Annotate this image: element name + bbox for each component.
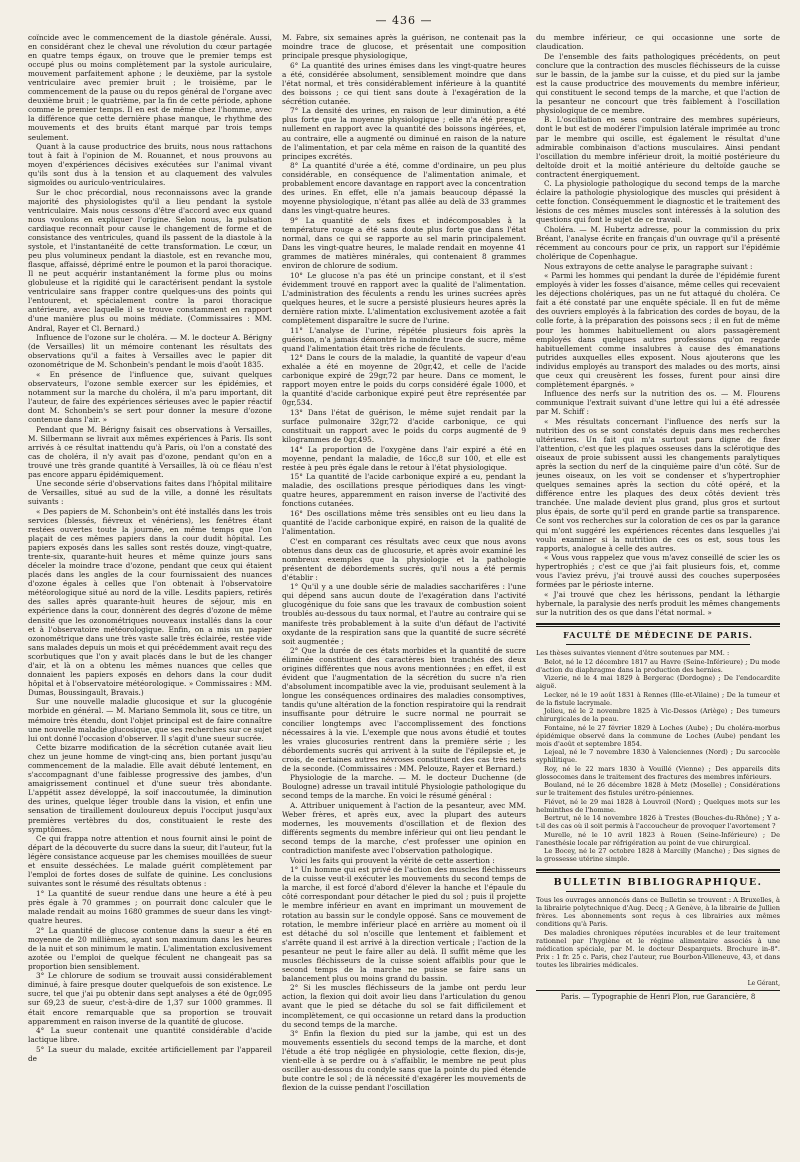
column-3 [536,33,780,1143]
paragraph: 11° L'analyse de l'urine, répétée plusieurs fois après la guérison, n'a jamais démontré la moindre trace de sucre, même quand l'alimentation était très riche de féculents. [282,325,526,353]
paragraph: coïncide avec le commencement de la diastole générale. Aussi, en considérant chez le cheval une révolution du cœur partagée en quatre temps égaux, on trouve que le premier temps est occupé plus ou moins complètement par la systole auriculaire, mouvement parfaitement aphone ; le deuxième, par la systole ventriculaire avec premier bruit ; le troisième, par le commencement de la pause ou du repos général de l'organe avec deuxième bruit ; le quatrième, par la fin de cette période, aphone comme le premier temps. Il en est de même chez l'homme, avec la différence que cette dernière phase manque, le rhythme des mouvements et des bruits étant marqué par trois temps seulement. [28,33,272,142]
page-number: — 436 — [375,14,433,27]
paragraph: Lecker, né le 19 août 1831 à Rennes (Ille-et-Vilaine) ; De la tumeur et de la fistule lacrymale. [536,690,780,707]
paragraph: 8° La quantité d'urée a été, comme d'ordinaire, un peu plus considérable, en conséquence de l'alimentation animale, et probablement encore davantage en rapport avec la concentration des urines. En effet, elle n'a jamais beaucoup dépassé la moyenne physiologique, n'étant pas allée au delà de 33 grammes dans les vingt-quatre heures. [282,161,526,216]
paragraph: Choléra. — M. Hubertz adresse, pour la commission du prix Bréant, l'analyse écrite en français d'un ouvrage qu'il a présenté récemment au concours pour ce prix, un rapport sur l'épidémie cholérique de Copenhague. [536,224,780,262]
paragraph: Bouland, né le 26 décembre 1828 à Metz (Moselle) ; Considérations sur le traitement des fistules urétro-péniennes. [536,781,780,798]
paragraph: Lejeal, né le 7 novembre 1830 à Valenciennes (Nord) ; Du sarcocèle syphilitique. [536,748,780,765]
paragraph: Une seconde série d'observations faites dans l'hôpital militaire de Versailles, situé au sud de la ville, a donné les résultats suivants : [28,479,272,507]
bulletin-heading: BULLETIN BIBLIOGRAPHIQUE. [553,877,763,889]
paragraph: « Des papiers de M. Schonbein's ont été installés dans les trois services (blessés, fiévreux et vénériens), les fenêtres étant restées ouvertes toute la journée, en même temps que l'on plaçait de ces mêmes papiers dans la cour dudit hôpital. Les papiers exposés dans les salles sont restés douze, vingt-quatre, trente-six, quarante-huit heures et même quinze jours sans déceler la moindre trace d'ozone, pendant que ceux qui étaient placés dans les angles de la cour fournissaient des nuances d'ozone égales à celles que l'on obtenait à l'observatoire météorologique situé au nord de la ville. Lesdits papiers, retirés des salles après quarante-huit heures de séjour, mis en expérience dans la cour, donnèrent des degrés d'ozone de même densité que les ozonométriques nouveaux installés dans la cour et à l'observatoire météorologique. Enfin, on a mis un papier ozonométrique dans une très vaste salle très éclairée, restée vide sans malades depuis un mois et qui précédemment avait reçu des scorbutiques que l'on y avait placés dans le but de les changer d'air, et là on a obtenu les mêmes nuances que celles que donnaient les papiers exposés en dehors dans la cour dudit hôpital et à l'observatoire météorologique. » Commissaires : MM. Dumas, Boussingault, Bravais.) [28,506,272,697]
paragraph: Physiologie de la marche. — M. le docteur Duchenne (de Boulogne) adresse un travail intitulé Physiologie pathologique du second temps de la marche. En voici le résumé général : [282,773,526,801]
section-divider [536,869,780,873]
paragraph: 14° La proportion de l'oxygène dans l'air expiré a été en moyenne, pendant la maladie, de 16cc,8 sur 100, et elle est restée à peu près égale dans le retour à l'état physiologique. [282,444,526,472]
paragraph: C'est en comparant ces résultats avec ceux que nous avons obtenus dans deux cas de glucosurie, et après avoir examiné les nombreux exemples que la physiologie et la pathologie présentent de débordements sucrés, qu'il nous a été permis d'établir : [282,536,526,582]
newspaper-page [28,14,780,1154]
faculty-heading: FACULTÉ DE MÉDECINE DE PARIS. [563,630,753,640]
paragraph: « Parmi les hommes qui pendant la durée de l'épidémie furent employés à vider les fosses d'aisance, même celles qui recevaient les déjections cholériques, pas un ne fut attaqué du choléra. Ce fait a été constaté par une enquête spéciale. Il en fut de même des ouvriers employés à la fabrication des cordes de boyau, de la colle forte, à la préparation des poissons secs ; il en fut de même pour les hommes habituellement ou alors passagèrement employés dans quelques autres professions qu'on regarde habituellement comme insalubres à cause des émanations putrides auxquelles elles exposent. Nous ajouterons que les individus employés au transport des malades ou des morts, ainsi que ceux qui creusèrent les fosses, furent pour ainsi dire complètement épargnés. » [536,271,780,389]
columns [28,33,780,1143]
paragraph: du membre inférieur, ce qui occasionne une sorte de claudication. [536,33,780,52]
paragraph: 15° La quantité de l'acide carbonique expiré a eu, pendant la maladie, des oscillations presque périodiques dans les vingt-quatre heures, apparemment en raison inverse de l'activité des fonctions cutanées. [282,472,526,509]
paragraph: 3° Le chlorure de sodium se trouvait aussi considérablement diminué, à faire presque douter quelquefois de son existence. Le sucre, tel que j'ai pu obtenir dans sept analyses a été de 0gr,095 sur 69,23 de sueur, c'est-à-dire de 1,37 sur 1000 grammes. Il était encore remarquable que sa proportion se trouvait apparemment en raison inverse de la quantité de glucose. [28,971,272,1026]
paragraph: Ce qui frappa notre attention et nous fournit ainsi le point de départ de la découverte du sucre dans la sueur, dit l'auteur, fut la légère consistance acqueuse par les chemises mouillées de sueur et ensuite desséchées. Le malade guérit complètement par l'emploi de fortes doses de sulfate de quinine. Les conclusions suivantes sont le résumé des résultats obtenus : [28,834,272,889]
paragraph: Influence des nerfs sur la nutrition des os. — M. Flourens communique l'extrait suivant d'une lettre qui lui a été adressée par M. Schiff : [536,389,780,417]
paragraph: 3° Enfin la flexion du pied sur la jambe, qui est un des mouvements essentiels du second temps de la marche, et dont l'étude a été trop négligée en physiologie, cette flexion, dis-je, vient-elle à se perdre ou à s'affaiblir, le membre ne peut plus osciller au-dessous du condyle sans que la pointe du pied étende bute contre le sol ; de là nécessité d'exagérer les mouvements de flexion de la cuisse pendant l'oscillation [282,1029,526,1093]
paragraph: 1° Un homme qui est privé de l'action des muscles fléchisseurs de la cuisse veut-il exécuter les mouvements du second temps de la marche, il est forcé d'abord d'élever la hanche et l'épaule du côté correspondant pour détacher le pied du sol ; puis il projette le membre inférieur en avant en imprimant un mouvement de rotation au bassin sur le condyle opposé. Sans ce mouvement de rotation, le membre inférieur placé en arrière au moment où il est détaché du sol n'oscille que lentement et faiblement et s'arrête quand il est arrivé à la direction verticale ; l'action de la pesanteur ne peut le faire aller au delà. Il suffit même que les muscles fléchisseurs de la cuisse soient affaiblis pour que le second temps de la marche ne puisse se faire sans un balancement plus ou moins grand du bassin. [282,865,526,983]
paragraph: 1° Qu'il y a une double série de maladies saccharifères : l'une qui dépend sans aucun doute de l'exagération dans l'activité glucogénique du foie sans que les travaux de combustion soient troublés au-dessous du taux normal, et l'autre au contraire qui se manifeste très probablement à la suite d'un défaut de l'activité oxydante de la respiration sans que la quantité de sucre sécrété soit augmentée ; [282,582,526,646]
paragraph: 10° Le glucose n'a pas été un principe constant, et il s'est évidemment trouvé en rapport avec la qualité de l'alimentation. L'administration des féculents a rendu les urines sucrées après quelques heures, et le sucre a persisté plusieurs heures après la dernière ration mixte. L'alimentation exclusivement azotée a fait complètement disparaître le sucre de l'urine. [282,270,526,325]
paragraph: « Mes résultats concernant l'influence des nerfs sur la nutrition des os se sont constatés depuis dans mes recherches ultérieures. Un fait qui m'a surtout paru digne de fixer l'attention, c'est que les plaques osseuses dans la sclérotique des oiseaux de proie subissent aussi les changements paralytiques après la section du nerf de la cinquième paire d'un côté. Sur de jeunes oiseaux, on les voit se condenser et s'hypertrophier quelques semaines après la section du côté opéré, et la différence entre les plaques des deux côtés devient très tranchée. Une malade devient plus grand, plus gros et surtout plus épais, de sorte qu'il perd en grande partie sa transparence. Ce sont vos recherches sur la coloration de ces os par la garance qui m'ont suggéré les expériences récentes dans lesquelles j'ai voulu examiner si la nutrition de ces os est, sous tous les rapports, analogue à celle des autres. [536,416,780,553]
bulletin-intro: Tous les ouvrages annoncés dans ce Bulletin se trouvent : A Bruxelles, à la librairie polytechnique d'Aug. Decq ; A Genève, à la librairie de Jullien frères. Les abonnements sont reçus à ces librairies aux mêmes conditions qu'à Paris. [536,896,780,929]
paragraph: 2° La quantité de glucose contenue dans la sueur a été en moyenne de 20 millièmes, ayant son maximum dans les heures de la nuit et son minimum le matin. L'alimentation exclusivement azotée ou l'emploi de quelque féculent ne changeait pas sa proportion bien sensiblement. [28,925,272,971]
heading-rule [566,891,750,892]
paragraph: B. L'oscillation en sens contraire des membres supérieurs, dont le but est de modérer l'impulsion latérale imprimée au tronc par le membre qui oscille, est également le résultat d'une admirable combinaison d'actions musculaires. Ainsi pendant l'oscillation du membre inférieur droit, la moitié postérieure du deltoïde droit et la moitié antérieure du deltoïde gauche se contractent énergiquement. [536,115,780,179]
paragraph: 6° La quantité des urines émises dans les vingt-quatre heures a été, considérée absolument, sensiblement moindre que dans l'état normal, et très considérablement inférieure à la quantité des boissons ; ce qui tient sans doute à l'exagération de la sécrétion cutanée. [282,60,526,106]
paragraph: 12° Dans le cours de la maladie, la quantité de vapeur d'eau exhalée a été en moyenne de 20gr,42, et celle de l'acide carbonique expiré de 29gr,72 par heure. Dans ce moment, le rapport moyen entre le poids du corps considéré égale 1000, et la quantité d'acide carbonique expiré peut être représentée par 0gr,534. [282,353,526,408]
paragraph: « Vous vous rappelez que vous m'avez conseillé de scier les os hypertrophiés ; c'est ce que j'ai fait plusieurs fois, et, comme vous l'aviez prévu, j'ai trouvé aussi des couches superposées formées par le périoste interne. [536,553,780,590]
paragraph: Roy, né le 22 mars 1830 à Vouillé (Vienne) ; Des appareils dits glossocomes dans le traitement des fractures des membres inférieurs. [536,764,780,781]
column-2 [282,33,526,1143]
paragraph: 7° La densité des urines, en raison de leur diminution, a été plus forte que la moyenne physiologique ; elle n'a été presque nullement en rapport avec la quantité des boissons ingérées, et, au contraire, elle a augmenté ou diminué en raison de la nature de l'alimentation, et par cela même en raison de la quantité des principes excrétés. [282,106,526,161]
section-divider [536,623,780,627]
paragraph: Sur le choc précordial, nous reconnaissons avec la grande majorité des physiologistes qu'il a lieu pendant la systole ventriculaire. Mais nous cessons d'être d'accord avec eux quand nous voulons en expliquer l'origine. Selon nous, la pulsation cardiaque reconnaît pour cause le changement de forme et de consistance des ventricules, quand ils passent de la diastole à la systole, et l'instantanéité de cette transformation. Le cœur, un peu plus volumineux pendant la diastole, est en revanche mou, flasque, affaissé, déprimé entre le poumon et la paroi thoracique. Il ne peut acquérir instantanément la forme plus ou moins globuleuse et la rigidité qui le caractérisent pendant la systole ventriculaire sans frapper contre quelques-uns des points qui l'entourent, et spécialement contre la paroi thoracique antérieure, avec laquelle il se trouve constamment en rapport d'une manière plus ou moins médiate. (Commissaires : MM. Andral, Rayer et Cl. Bernard.) [28,187,272,333]
column-1 [28,33,272,1143]
paragraph: Jolieu, né le 2 novembre 1825 à Vic-Dessos (Ariège) ; Des tumeurs chirurgicales de la peau. [536,707,780,724]
paragraph: Fontaine, né le 27 février 1829 à Loches (Aube) ; Du choléra-morbus épidémique observé dans la commune de Loches (Aube) pendant les mois d'août et septembre 1854. [536,723,780,748]
paragraph: De l'ensemble des faits pathologiques précédents, on peut conclure que la contraction des muscles fléchisseurs de la cuisse sur le bassin, de la jambe sur la cuisse, et du pied sur la jambe est la cause productrice des mouvements du membre inférieur, qui constituent le second temps de la marche, et que l'action de la pesanteur ne concourt que très faiblement à l'oscillation physiologique de ce membre. [536,51,780,115]
paragraph: Quant à la cause productrice des bruits, nous nous rattachons tout à fait à l'opinion de M. Rouannet, et nous prouvons au moyen d'expériences décisives exécutées sur l'animal vivant qu'ils sont dus à la tension et au claquement des valvules sigmoïdes ou auriculo-ventriculaires. [28,142,272,188]
paragraph: 2° Que la durée de ces états morbides et la quantité de sucre éliminée constituent des caractères bien tranchés des deux origines différentes que nous avons mentionnées ; en effet, il est évident que l'augmentation de la sécrétion du sucre n'a rien d'absolument incompatible avec la vie, produisant seulement à la longue les conséquences ordinaires des maladies consomptives, tandis qu'une altération de la fonction respiratoire qui la rendrait insuffisante pour détruire le sucre normal ne pourrait se concilier longtemps avec l'accomplissement des fonctions nécessaires à la vie. L'exemple que nous avons étudié et toutes les vraies glucosuries rentrent dans la première série ; les débordements sucrés qui arrivent à la suite de l'épilepsie et, je crois, de certaines autres névroses constituent des cas très nets de la seconde. (Commissaires : MM. Pelouze, Rayer et Bernard.) [282,646,526,773]
imprint: Paris. — Typographie de Henri Plon, rue Garancière, 8 [536,990,780,1002]
paragraph: 4° La sueur contenait une quantité considérable d'acide lactique libre. [28,1026,272,1045]
paragraph: Nous extrayons de cette analyse le paragraphe suivant : [544,261,753,271]
paragraph: Le Bocey, né le 27 octobre 1828 à Marcilly (Manche) ; Des signes de la grossesse utérine simple. [536,847,780,864]
paragraph: Bertrut, né le 14 novembre 1826 à Trestes (Bouches-du-Rhône) ; Y a-t-il des cas où il soit permis à l'accoucheur de provoquer l'avortement ? [536,814,780,831]
paragraph: 16° Des oscillations même très sensibles ont eu lieu dans la quantité de l'acide carbonique expiré, en raison de la qualité de l'alimentation. [282,508,526,537]
paragraph: Fiévet, né le 29 mai 1828 à Louvroil (Nord) ; Quelques mots sur les helminthes de l'homme. [536,797,780,814]
paragraph: 1° La quantité de sueur rendue dans une heure a été à peu près égale à 70 grammes ; on pourrait donc calculer que le malade rendait au moins 1680 grammes de sueur dans les vingt-quatre heures. [28,888,272,926]
bulletin-item: Des maladies chroniques réputées incurables et de leur traitement rationnel par l'hygiène et le régime alimentaire associés à une médication spéciale, par M. le docteur Desparquets. Brochure in-8°. Prix : 1 fr. 25 c. Paris, chez l'auteur, rue Bourbon-Villeneuve, 43, et dans toutes les librairies médicales. [536,928,780,969]
paragraph: C. La physiologie pathologique du second temps de la marche éclaire la pathologie physiologique des muscles qui président à cette fonction. Conséquemment le diagnostic et le traitement des lésions de ces mêmes muscles sont intéressés à la solution des questions qui font le sujet de ce travail. [536,179,780,225]
paragraph: Pendant que M. Bérigny faisait ces observations à Versailles, M. Silbermann se livrait aux mêmes expériences à Paris. Ils sont arrivés à ce résultat inattendu qu'à Paris, où l'on a constaté des cas de choléra, il n'y avait pas d'ozone, pendant qu'on en a trouvé une très grande quantité à Versailles, là où ce fléau n'est pas encore apparu épidémiquement. [28,424,272,479]
paragraph: Cette bizarre modification de la sécrétion cutanée avait lieu chez un jeune homme de vingt-cinq ans, bien portant jusqu'au commencement de la maladie. Elle avait débuté lentement, en s'accompagnant d'une faiblesse progressive des jambes, d'un amaigrissement continuel et d'une sueur très abondante. L'appétit assez développé, la soif inaccoutumée, la diminution des urines, quelque léger trouble dans la vision, et enfin une sensation de tiraillement douloureux depuis l'occiput jusqu'aux premières vertèbres du dos, constituaient le reste des symptômes. [28,743,272,834]
paragraph: 5° La sueur du malade, excitée artificiellement par l'appareil de [28,1044,272,1063]
paragraph: Sur une nouvelle maladie glucosique et sur la glucogénie morbide en général. — M. Mariano Semmola lit, sous ce titre, un mémoire très étendu, dont l'objet principal est de faire connaître une nouvelle maladie glucosique, que ses recherches sur ce sujet lui ont donné l'occasion d'observer. Il s'agit d'une sueur sucrée. [28,697,272,743]
paragraph: « J'ai trouvé que chez les hérissons, pendant la léthargie hybernale, la paralysie des nerfs produit les mêmes changements sur la nutrition des os que dans l'état normal. » [536,589,780,617]
paragraph: Voici les faits qui prouvent la vérité de cette assertion : [290,855,495,865]
paragraph: 9° La quantité de sels fixes et indécomposables à la température rouge a été sans doute plus forte que dans l'état normal, dans ce qui se rapporte au sel marin principalement. Dans les vingt-quatre heures, le malade rendait en moyenne 41 grammes de matières minérales, qui contenaient 8 grammes environ de chlorure de sodium. [282,215,526,271]
paragraph: 2° Si les muscles fléchisseurs de la jambe ont perdu leur action, la flexion qui doit avoir lieu dans l'articulation du genou avant que le pied se détache du sol se fait difficilement et incomplètement, ce qui occasionne un retard dans la production du second temps de la marche. [282,983,526,1029]
paragraph: A. Attribuer uniquement à l'action de la pesanteur, avec MM. Weber frères, et après eux, avec la plupart des auteurs modernes, les mouvements d'oscillation et de flexion des différents segments du membre inférieur qui ont lieu pendant le second temps de la marche, c'est professer une opinion en contradiction manifeste avec l'observation pathologique. [282,800,526,856]
paragraph: Influence de l'ozone sur le choléra. — M. le docteur A. Bérigny (de Versailles) lit un mémoire contenant les résultats des observations qu'il a faites à Versailles avec le papier dit ozonométrique de M. Schonbein's pendant le mois d'août 1835. [28,333,272,370]
paragraph: Les thèses suivantes viennent d'être soutenues par MM. : [536,649,730,658]
paragraph: Vizerie, né le 4 mai 1829 à Bergerac (Dordogne) ; De l'endocardite aiguë. [536,674,780,691]
theses-list [536,649,780,863]
heading-rule [566,644,750,645]
paragraph: M. Fabre, six semaines après la guérison, ne contenait pas la moindre trace de glucose, et présentait une composition principale presque physiologique, [282,33,526,61]
paragraph: 13° Dans l'état de guérison, le même sujet rendait par la surface pulmonaire 32gr,72 d'acide carbonique, ce qui constituait un rapport avec le poids du corps augmenté de 9 kilogrammes de 0gr,495. [282,407,526,445]
paragraph: Belot, né le 12 décembre 1817 au Havre (Seine-Inférieure) ; Du mode d'action du diaphragme dans la production des hernies. [536,657,780,674]
column-3-articles [536,33,780,617]
signature: Le Gérant, [747,979,780,987]
paragraph: « En présence de l'influence que, suivant quelques observateurs, l'ozone semble exercer sur les épidémies, et notamment sur la marche du choléra, il m'a paru important, dit l'auteur, de faire des expériences sérieuses avec le papier réactif dont M. Schonbein's se sert pour donner la mesure d'ozone contenue dans l'air. » [28,369,272,424]
paragraph: Murelle, né le 10 avril 1823 à Rouen (Seine-Inférieure) ; De l'anesthésie locale par réfrigération au point de vue chirurgical. [536,830,780,847]
